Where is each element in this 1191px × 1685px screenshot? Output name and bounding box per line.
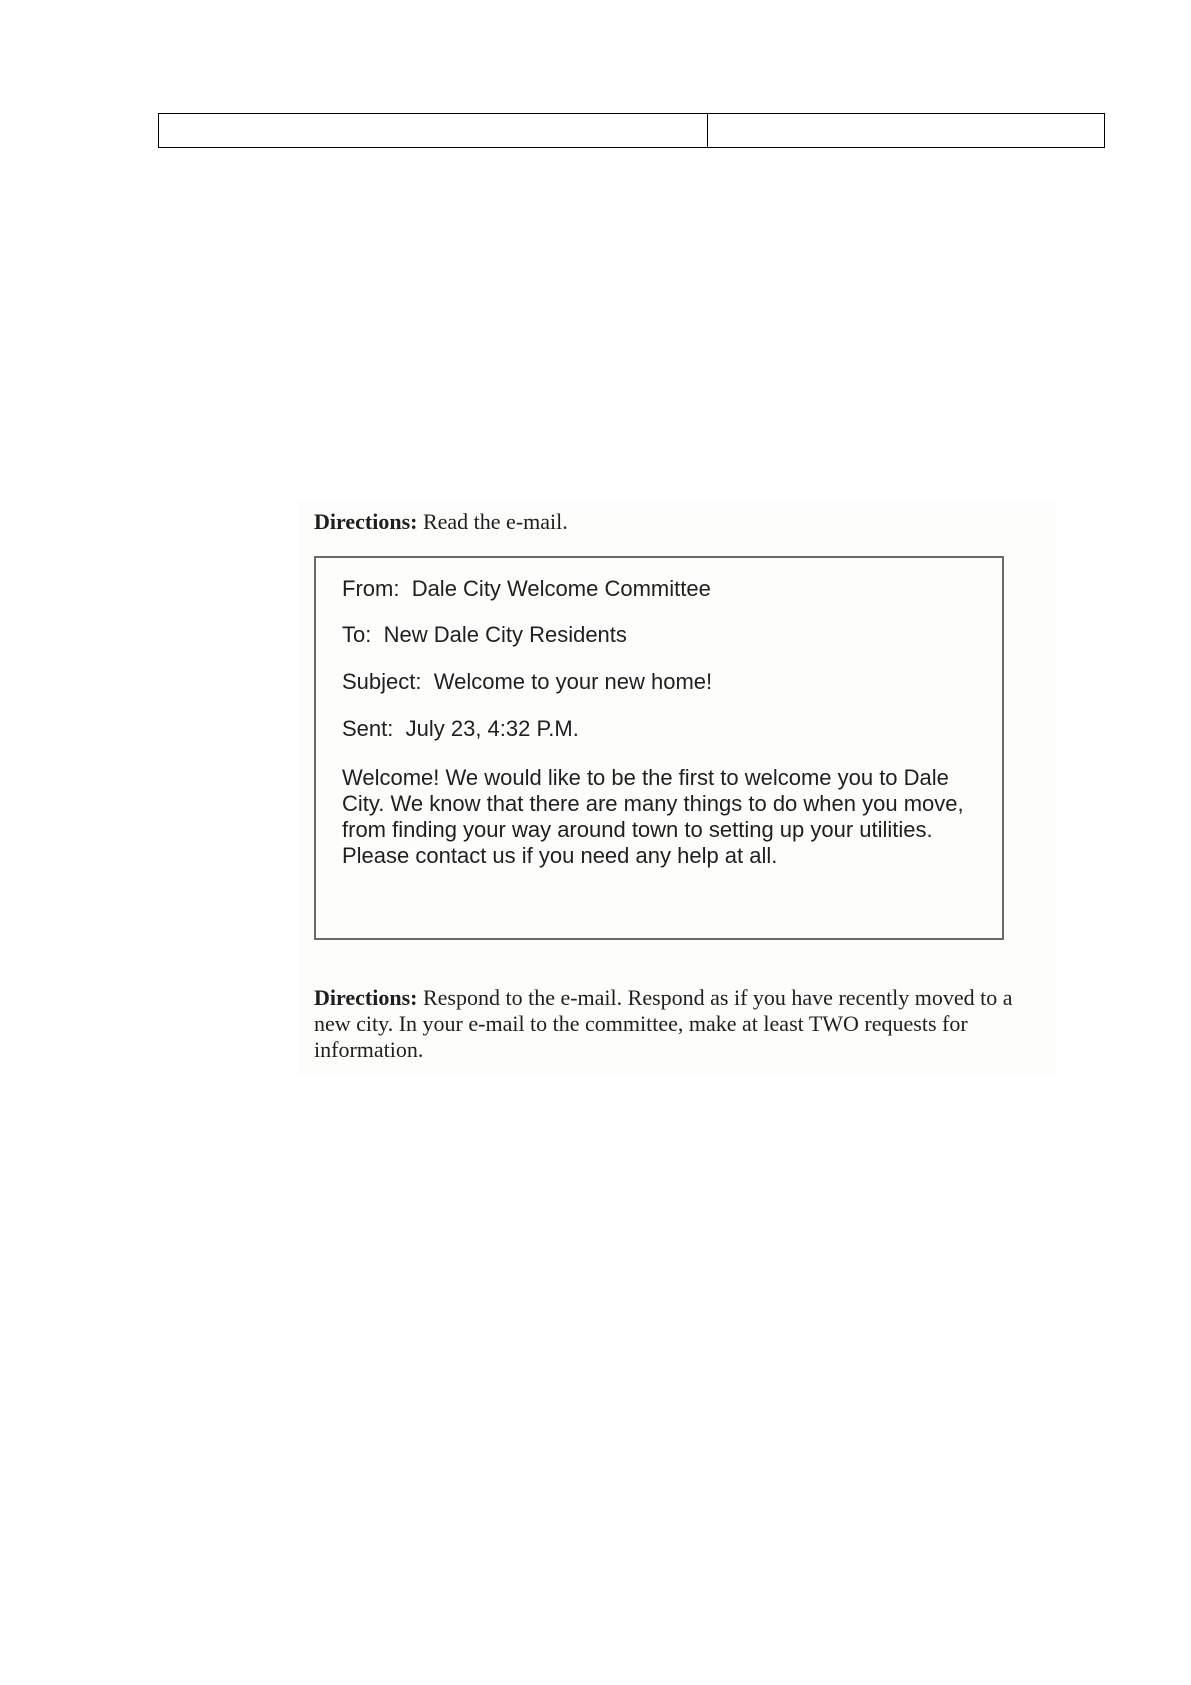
directions-respond-label: Directions:: [314, 985, 418, 1010]
email-body: Welcome! We would like to be the first to welcome you to Dale City. We know that there are many things to do when you move, from finding your way around town to setting up your utilities. Please contact us if you need any help at all.: [342, 765, 964, 868]
email-sent: [342, 716, 579, 742]
email-to-label: To:: [342, 622, 372, 647]
email-sent-value: July 23, 4:32 P.M.: [405, 716, 579, 741]
email-from-value: Dale City Welcome Committee: [411, 576, 711, 601]
directions-respond: [314, 985, 1014, 1063]
email-from-label: From:: [342, 576, 400, 601]
email-to: [342, 622, 627, 648]
header-cell-left: [159, 114, 708, 148]
email-subject-label: Subject:: [342, 669, 422, 694]
email-subject: [342, 669, 712, 695]
email-box: [314, 556, 1004, 940]
directions-read: [314, 509, 568, 535]
directions-read-text: Read the e-mail.: [422, 509, 568, 534]
email-sent-label: Sent:: [342, 716, 394, 741]
email-subject-value: Welcome to your new home!: [433, 669, 713, 694]
email-from: [342, 576, 711, 602]
header-table: [158, 113, 1105, 148]
header-cell-right: [708, 114, 1105, 148]
directions-read-label: Directions:: [314, 509, 418, 534]
task-image: [298, 501, 1056, 1075]
header-row: [159, 114, 1105, 148]
email-to-value: New Dale City Residents: [383, 622, 627, 647]
directions-respond-text: Respond to the e-mail. Respond as if you have recently moved to a new city. In your e-mail to the committee, make at least TWO requests for information.: [314, 985, 1013, 1062]
